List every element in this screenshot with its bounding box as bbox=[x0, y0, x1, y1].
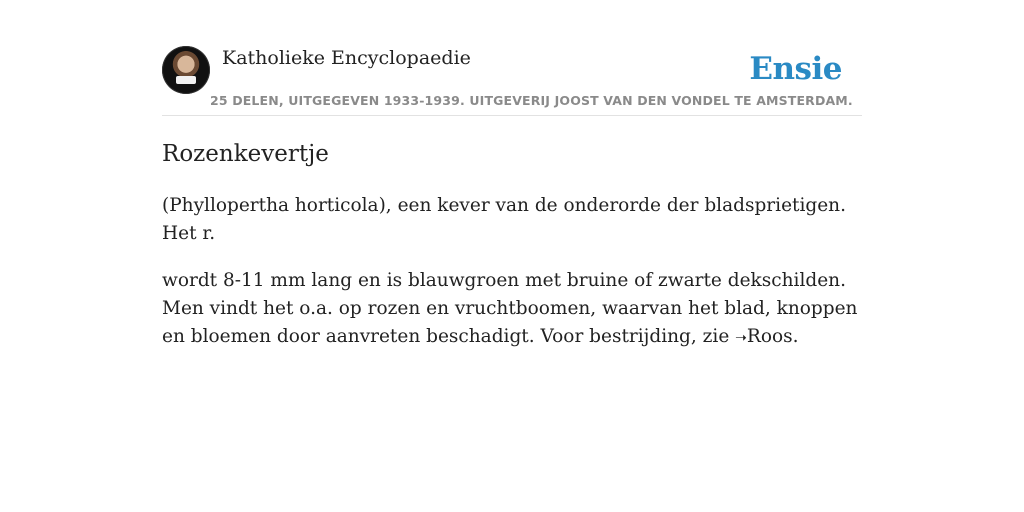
source-header bbox=[162, 0, 862, 116]
xref-label: Roos bbox=[746, 326, 793, 347]
avatar-collar bbox=[176, 76, 196, 84]
paragraph-2-end: . bbox=[792, 326, 799, 347]
xref-link-roos[interactable] bbox=[735, 326, 792, 347]
arrow-right-icon: ➝ bbox=[735, 330, 747, 346]
page-container bbox=[162, 0, 862, 347]
source-meta: 25 DELEN, UITGEGEVEN 1933-1939. UITGEVERIJ JOOST VAN DEN VONDEL TE AMSTERDAM. bbox=[210, 93, 853, 108]
article-paragraph-1: (Phyllopertha horticola), een kever van de onderorde der bladsprietigen. Het r. bbox=[162, 195, 846, 244]
source-title[interactable]: Katholieke Encyclopaedie bbox=[222, 47, 471, 69]
article-paragraph-2 bbox=[162, 267, 862, 352]
ensie-logo[interactable]: Ensie bbox=[749, 51, 842, 87]
article-title: Rozenkevertje bbox=[162, 141, 329, 167]
article bbox=[162, 138, 862, 352]
paragraph-2-text: wordt 8-11 mm lang en is blauwgroen met bruine of zwarte dekschilden. Men vindt het o.a. op rozen en vruchtboomen, waarvan het blad, knoppen en bloemen door aanvreten beschadigt. Voor bestrijding, zie bbox=[162, 270, 858, 347]
source-avatar[interactable] bbox=[162, 46, 210, 94]
